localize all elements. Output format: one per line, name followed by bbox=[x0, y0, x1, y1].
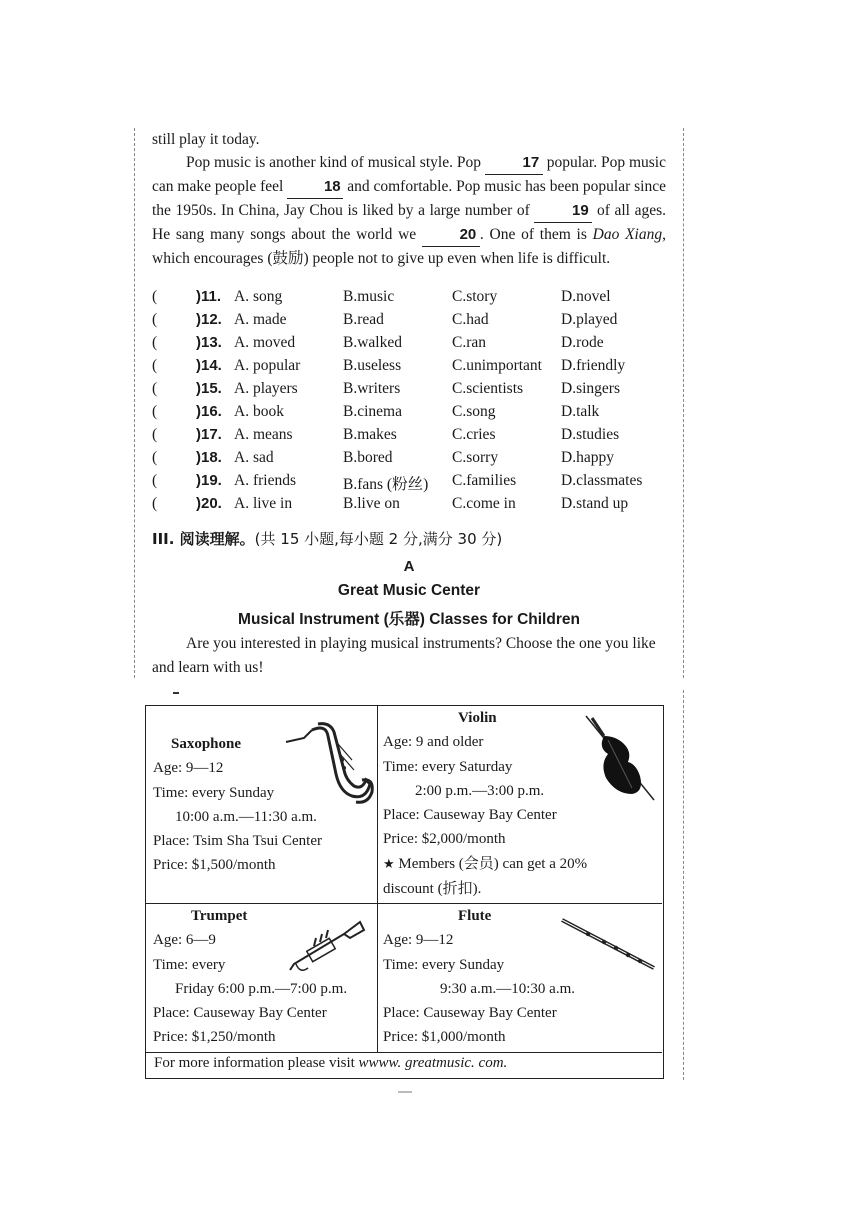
answer-paren: ( bbox=[152, 334, 158, 351]
option-b[interactable]: B.walked bbox=[343, 334, 402, 351]
option-c[interactable]: C.song bbox=[452, 403, 496, 420]
violin-discount-note: discount (折扣). bbox=[383, 881, 482, 898]
option-d[interactable]: D.rode bbox=[561, 334, 604, 351]
left-margin-line bbox=[134, 128, 135, 678]
answer-paren: ( bbox=[152, 357, 158, 374]
saxophone-image bbox=[282, 720, 376, 810]
flute-cell bbox=[383, 904, 575, 1050]
table-divider-vertical bbox=[377, 706, 378, 1052]
violin-cell bbox=[383, 706, 587, 901]
option-a[interactable]: A. sad bbox=[234, 449, 274, 466]
flute-place: Place: Causeway Bay Center bbox=[383, 1005, 557, 1022]
question-number: )19. bbox=[196, 472, 222, 489]
option-b[interactable]: B.fans (粉丝) bbox=[343, 476, 429, 493]
blank-20: 20 bbox=[422, 223, 480, 247]
flute-image bbox=[558, 916, 658, 972]
question-number: )13. bbox=[196, 334, 222, 351]
violin-price: Price: $2,000/month bbox=[383, 831, 506, 848]
answer-paren: ( bbox=[152, 472, 158, 489]
option-d[interactable]: D.happy bbox=[561, 449, 614, 466]
passage-letter: A bbox=[403, 558, 415, 575]
flute-title: Flute bbox=[458, 908, 492, 924]
option-d[interactable]: D.friendly bbox=[561, 357, 626, 374]
trumpet-image bbox=[286, 918, 368, 978]
option-a[interactable]: A. book bbox=[234, 403, 284, 420]
passage-text: . One of them is bbox=[479, 226, 593, 243]
violin-age: Age: 9 and older bbox=[383, 734, 484, 751]
violin-member-note bbox=[383, 852, 587, 877]
blank-19: 19 bbox=[534, 199, 592, 223]
answer-paren: ( bbox=[152, 449, 158, 466]
question-row bbox=[152, 403, 672, 426]
question-number: )12. bbox=[196, 311, 222, 328]
option-c[interactable]: C.come in bbox=[452, 495, 516, 512]
flute-price: Price: $1,000/month bbox=[383, 1029, 506, 1046]
flute-time: Time: every Sunday bbox=[383, 956, 505, 973]
passage-line: still play it today. bbox=[152, 131, 260, 148]
option-a[interactable]: A. live in bbox=[234, 495, 293, 512]
passage-text: Pop music is another kind of musical style. Pop bbox=[186, 154, 485, 171]
question-number: )14. bbox=[196, 357, 222, 374]
option-d[interactable]: D.stand up bbox=[561, 495, 629, 512]
option-c[interactable]: C.unimportant bbox=[452, 357, 542, 374]
section-note: (共 15 小题,每小题 2 分,满分 30 分) bbox=[254, 530, 503, 548]
question-number: )17. bbox=[196, 426, 222, 443]
question-row bbox=[152, 380, 672, 403]
answer-paren: ( bbox=[152, 380, 158, 397]
cloze-passage bbox=[152, 128, 666, 270]
option-c[interactable]: C.ran bbox=[452, 334, 487, 351]
saxophone-price: Price: $1,500/month bbox=[153, 857, 276, 874]
option-c[interactable]: C.had bbox=[452, 311, 489, 328]
blank-17: 17 bbox=[485, 151, 543, 175]
table-footer bbox=[154, 1055, 507, 1072]
blank-18: 18 bbox=[287, 175, 343, 199]
violin-title: Violin bbox=[458, 710, 497, 726]
answer-paren: ( bbox=[152, 403, 158, 420]
option-b[interactable]: B.read bbox=[343, 311, 384, 328]
option-a[interactable]: A. song bbox=[234, 288, 283, 305]
passage-text: of all ages. He sang many songs about the world we bbox=[152, 202, 666, 243]
passage-text: , which encourages (鼓励) people not to give up even when life is difficult. bbox=[152, 226, 666, 267]
question-row bbox=[152, 357, 672, 380]
footer-text: For more information please visit bbox=[154, 1055, 359, 1071]
page-number-mark bbox=[398, 1091, 412, 1093]
option-d[interactable]: D.talk bbox=[561, 403, 600, 420]
question-row bbox=[152, 449, 672, 472]
option-d[interactable]: D.novel bbox=[561, 288, 611, 305]
question-row bbox=[152, 334, 672, 357]
option-d[interactable]: D.studies bbox=[561, 426, 620, 443]
answer-paren: ( bbox=[152, 288, 158, 305]
option-c[interactable]: C.scientists bbox=[452, 380, 524, 397]
saxophone-title: Saxophone bbox=[171, 736, 242, 752]
question-row bbox=[152, 426, 672, 449]
right-margin-line bbox=[683, 128, 684, 678]
option-d[interactable]: D.classmates bbox=[561, 472, 643, 489]
option-b[interactable]: B.writers bbox=[343, 380, 401, 397]
reading-subtitle: Musical Instrument (乐器) Classes for Children bbox=[238, 611, 580, 628]
option-b[interactable]: B.bored bbox=[343, 449, 393, 466]
saxophone-place: Place: Tsim Sha Tsui Center bbox=[153, 833, 322, 850]
section-heading bbox=[152, 528, 502, 549]
violin-place: Place: Causeway Bay Center bbox=[383, 807, 557, 824]
trumpet-title: Trumpet bbox=[191, 908, 248, 924]
right-margin-line-lower bbox=[683, 690, 684, 1080]
small-mark bbox=[173, 692, 179, 694]
question-row bbox=[152, 311, 672, 334]
violin-time-range: 2:00 p.m.—3:00 p.m. bbox=[415, 782, 545, 799]
flute-time-range: 9:30 a.m.—10:30 a.m. bbox=[440, 980, 575, 997]
option-a[interactable]: A. popular bbox=[234, 357, 301, 374]
website-link[interactable]: wwww. greatmusic. com. bbox=[358, 1055, 508, 1071]
passage-paragraph bbox=[152, 151, 666, 270]
answer-paren: ( bbox=[152, 495, 158, 512]
option-a[interactable]: A. means bbox=[234, 426, 293, 443]
saxophone-age: Age: 9—12 bbox=[153, 760, 224, 777]
answer-paren: ( bbox=[152, 426, 158, 443]
trumpet-price: Price: $1,250/month bbox=[153, 1029, 276, 1046]
option-a[interactable]: A. made bbox=[234, 311, 287, 328]
song-title: Dao Xiang bbox=[592, 226, 663, 243]
option-a[interactable]: A. friends bbox=[234, 472, 296, 489]
trumpet-age: Age: 6—9 bbox=[153, 932, 216, 949]
reading-title: Great Music Center bbox=[337, 582, 481, 599]
member-note-text: Members (会员) can get a 20% bbox=[394, 855, 588, 872]
question-row bbox=[152, 472, 672, 495]
question-row bbox=[152, 288, 672, 311]
option-b[interactable]: B.cinema bbox=[343, 403, 402, 420]
section-title: III. 阅读理解。 bbox=[152, 530, 255, 548]
question-number: )16. bbox=[196, 403, 222, 420]
trumpet-time: Time: every bbox=[153, 956, 226, 973]
violin-time: Time: every Saturday bbox=[383, 758, 513, 775]
answer-paren: ( bbox=[152, 311, 158, 328]
option-b[interactable]: B.live on bbox=[343, 495, 400, 512]
question-number: )20. bbox=[196, 495, 222, 512]
option-c[interactable]: C.sorry bbox=[452, 449, 499, 466]
passage-text: and comfortable. Pop music has been popular since the 1950s. In China, Jay Chou is liked by a large number of bbox=[152, 178, 666, 219]
option-a[interactable]: A. players bbox=[234, 380, 298, 397]
table-divider-footer bbox=[146, 1052, 662, 1053]
option-d[interactable]: D.singers bbox=[561, 380, 620, 397]
violin-image bbox=[582, 714, 662, 806]
trumpet-place: Place: Causeway Bay Center bbox=[153, 1005, 327, 1022]
question-row bbox=[152, 495, 672, 518]
option-c[interactable]: C.story bbox=[452, 288, 498, 305]
option-a[interactable]: A. moved bbox=[234, 334, 296, 351]
option-c[interactable]: C.families bbox=[452, 472, 517, 489]
question-number: )15. bbox=[196, 380, 222, 397]
option-c[interactable]: C.cries bbox=[452, 426, 496, 443]
saxophone-time: Time: every Sunday bbox=[153, 784, 275, 801]
question-number: )11. bbox=[196, 288, 222, 305]
star-icon: ★ bbox=[383, 856, 395, 872]
class-table bbox=[145, 705, 664, 1079]
saxophone-time-range: 10:00 a.m.—11:30 a.m. bbox=[175, 808, 317, 825]
flute-age: Age: 9—12 bbox=[383, 932, 454, 949]
question-number: )18. bbox=[196, 449, 222, 466]
reading-intro: Are you interested in playing musical instruments? Choose the one you like and learn with us! bbox=[152, 635, 656, 676]
option-b[interactable]: B.useless bbox=[343, 357, 402, 374]
option-d[interactable]: D.played bbox=[561, 311, 618, 328]
option-b[interactable]: B.music bbox=[343, 288, 395, 305]
trumpet-time-range: Friday 6:00 p.m.—7:00 p.m. bbox=[175, 980, 348, 997]
option-b[interactable]: B.makes bbox=[343, 426, 397, 443]
passage-text: popular. Pop music can make people feel bbox=[152, 154, 666, 195]
